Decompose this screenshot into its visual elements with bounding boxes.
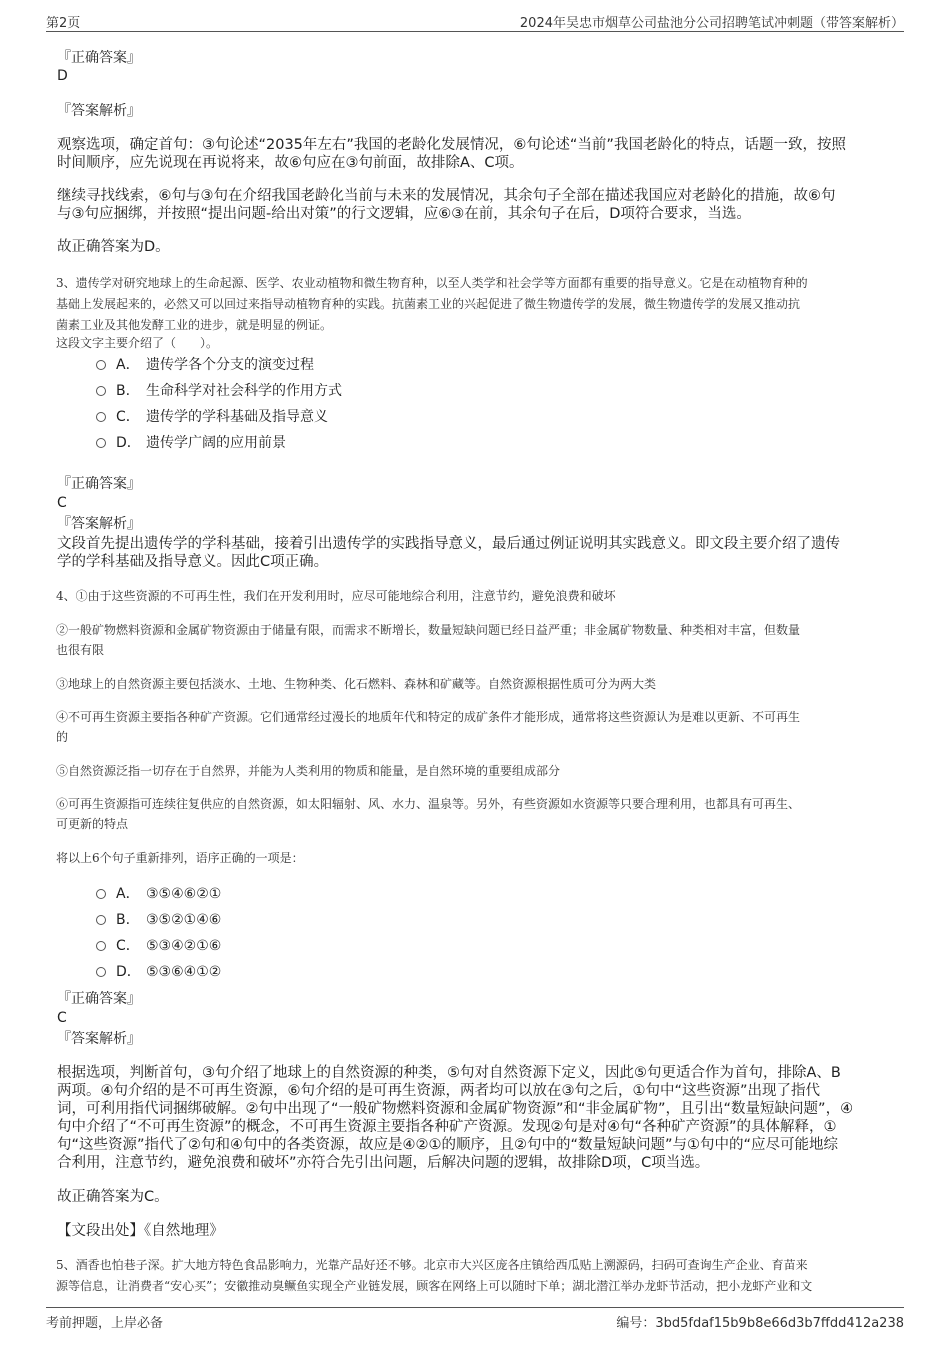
q4-stem: 将以上6个句子重新排列，语序正确的一项是： [56, 851, 304, 865]
q4-sentence-2-line1: ②一般矿物燃料资源和金属矿物资源由于储量有限，而需求不断增长，数量短缺问题已经日益严重；非金属矿物数量、种类相对丰富，但数量 [56, 623, 801, 637]
option-letter: D． [116, 964, 141, 980]
q4-option-c[interactable] [96, 937, 221, 955]
option-text: 遗传学的学科基础及指导意义 [146, 409, 328, 425]
document-title: 2024年吴忠市烟草公司盐池分公司招聘笔试冲刺题（带答案解析） [519, 16, 904, 31]
q4-sentence-6-line1: ⑥可再生资源指可连续往复供应的自然资源，如太阳辐射、风、水力、温泉等。另外，有些资源如水资源等只要合理利用，也都具有可再生、 [56, 797, 801, 811]
q5-text-line1: 5、酒香也怕巷子深。扩大地方特色食品影响力，光靠产品好还不够。北京市大兴区庞各庄镇给西瓜贴上溯源码，扫码可查询生产企业、育苗来 [56, 1258, 808, 1272]
footer-slogan: 考前押题，上岸必备 [46, 1316, 164, 1331]
q4-analysis-line5: 句“这些资源”指代了②句和④句中的各类资源，故应是④②①的顺序，且②句中的“数量短缺问题”与①句中的“应尽可能地综 [57, 1137, 839, 1153]
footer-divider [46, 1307, 904, 1308]
q4-answer: C [57, 1010, 67, 1026]
q4-sentence-1: 4、①由于这些资源的不可再生性，我们在开发利用时，应尽可能地综合利用，注意节约，避免浪费和破坏 [56, 589, 616, 603]
q3-option-d[interactable] [96, 434, 286, 452]
q3-analysis-label: 『答案解析』 [57, 516, 141, 532]
radio-icon[interactable] [96, 386, 106, 396]
page-number: 第2页 [46, 16, 81, 31]
option-letter: D． [116, 435, 141, 451]
option-text: 生命科学对社会科学的作用方式 [146, 383, 342, 399]
radio-icon[interactable] [96, 915, 106, 925]
q3-text-line2: 基础上发展起来的，必然又可以回过来指导动植物育种的实践。抗菌素工业的兴起促进了微生物遗传学的发展，微生物遗传学的发展又推动抗 [56, 297, 801, 311]
q3-option-b[interactable] [96, 382, 342, 400]
option-letter: A． [116, 357, 140, 373]
option-text: 遗传学各个分支的演变过程 [146, 357, 314, 373]
q3-analysis-line1: 文段首先提出遗传学的学科基础，接着引出遗传学的实践指导意义，最后通过例证说明其实践意义。即文段主要介绍了遗传 [57, 536, 840, 552]
q4-option-a[interactable] [96, 885, 221, 903]
q3-option-c[interactable] [96, 408, 328, 426]
document-id: 编号：3bd5fdaf15b9b8e66d3b7ffdd412a238 [616, 1316, 904, 1331]
q4-sentence-2-line2: 也很有限 [56, 643, 105, 657]
radio-icon[interactable] [96, 412, 106, 422]
q2-analysis-p2-line2: 与③句应捆绑，并按照“提出问题-给出对策”的行文逻辑，应⑥③在前，其余句子在后，D项符合要求，当选。 [57, 206, 751, 222]
radio-icon[interactable] [96, 889, 106, 899]
q2-answer: D [57, 68, 68, 84]
option-letter: C． [116, 938, 140, 954]
q4-sentence-5: ⑤自然资源泛指一切存在于自然界，并能为人类利用的物质和能量，是自然环境的重要组成部分 [56, 764, 561, 778]
q4-option-b[interactable] [96, 911, 221, 929]
option-letter: B. [116, 383, 131, 399]
q3-stem: 这段文字主要介绍了（ ）。 [56, 336, 219, 350]
radio-icon[interactable] [96, 438, 106, 448]
option-text: ③⑤②①④⑥ [146, 912, 222, 928]
q4-sentence-3: ③地球上的自然资源主要包括淡水、土地、生物种类、化石燃料、森林和矿藏等。自然资源根据性质可分为两大类 [56, 677, 657, 691]
q3-text-line3: 菌素工业及其他发酵工业的进步，就是明显的例证。 [56, 318, 333, 332]
q2-conclusion: 故正确答案为D。 [57, 239, 170, 255]
q4-analysis-line6: 合利用，注意节约，避免浪费和破坏”亦符合先引出问题，后解决问题的逻辑，故排除D项，C项当选。 [57, 1155, 710, 1171]
option-text: ⑤③⑥④①② [146, 964, 222, 980]
q4-conclusion: 故正确答案为C。 [57, 1189, 169, 1205]
q3-option-a[interactable] [96, 356, 314, 374]
q4-analysis-line1: 根据选项，判断首句，③句介绍了地球上的自然资源的种类，⑤句对自然资源下定义，因此⑤句更适合作为首句，排除A、B [57, 1065, 841, 1081]
q4-analysis-line4: 句中介绍了“不可再生资源”的概念，不可再生资源主要指各种矿产资源。发现②句是对④句“各种矿产资源”的具体解释，① [57, 1119, 837, 1135]
q3-analysis-line2: 学的学科基础及指导意义。因此C项正确。 [57, 554, 329, 570]
q4-sentence-4-line2: 的 [56, 730, 69, 744]
q4-answer-label: 『正确答案』 [57, 991, 141, 1007]
q3-text-line1: 3、遗传学对研究地球上的生命起源、医学、农业动植物和微生物育种，以至人类学和社会学等方面都有重要的指导意义。它是在动植物育种的 [56, 276, 808, 290]
q3-answer: C [57, 495, 67, 511]
q4-sentence-6-line2: 可更新的特点 [56, 817, 129, 831]
option-text: ⑤③④②①⑥ [146, 938, 222, 954]
option-letter: A． [116, 886, 140, 902]
radio-icon[interactable] [96, 967, 106, 977]
q4-source: 【文段出处】《自然地理》 [57, 1223, 224, 1239]
q4-option-d[interactable] [96, 963, 221, 981]
q2-analysis-p1-line1: 观察选项，确定首句：③句论述“2035年左右”我国的老龄化发展情况，⑥句论述“当前”我国老龄化的特点，话题一致，按照 [57, 137, 846, 153]
q2-analysis-label: 『答案解析』 [57, 103, 141, 119]
radio-icon[interactable] [96, 360, 106, 370]
option-letter: C． [116, 409, 140, 425]
q2-answer-label: 『正确答案』 [57, 50, 141, 66]
q3-answer-label: 『正确答案』 [57, 476, 141, 492]
radio-icon[interactable] [96, 941, 106, 951]
q4-analysis-label: 『答案解析』 [57, 1031, 141, 1047]
q2-analysis-p1-line2: 时间顺序，应先说现在再说将来，故⑥句应在③句前面，故排除A、C项。 [57, 155, 524, 171]
q4-analysis-line3: 词，可利用指代词捆绑破解。②句中出现了“一般矿物燃料资源和金属矿物资源”和“非金属矿物”，且引出“数量短缺问题”，④ [57, 1101, 854, 1117]
q4-sentence-4-line1: ④不可再生资源主要指各种矿产资源。它们通常经过漫长的地质年代和特定的成矿条件才能形成，通常将这些资源认为是难以更新、不可再生 [56, 710, 801, 724]
header-divider [46, 31, 904, 32]
q5-text-line2: 源等信息，让消费者“安心买”；安徽推动臭鳜鱼实现全产业链发展，顾客在网络上可以随时下单；湖北潜江举办龙虾节活动，把小龙虾产业和文 [56, 1279, 813, 1293]
q4-analysis-line2: 两项。④句介绍的是不可再生资源，⑥句介绍的是可再生资源，两者均可以放在③句之后，①句中“这些资源”出现了指代 [57, 1083, 821, 1099]
option-letter: B. [116, 912, 131, 928]
option-text: ③⑤④⑥②① [146, 886, 222, 902]
q2-analysis-p2-line1: 继续寻找线索，⑥句与③句在介绍我国老龄化当前与未来的发展情况，其余句子全部在描述我国应对老龄化的措施，故⑥句 [57, 188, 836, 204]
option-text: 遗传学广阔的应用前景 [146, 435, 286, 451]
